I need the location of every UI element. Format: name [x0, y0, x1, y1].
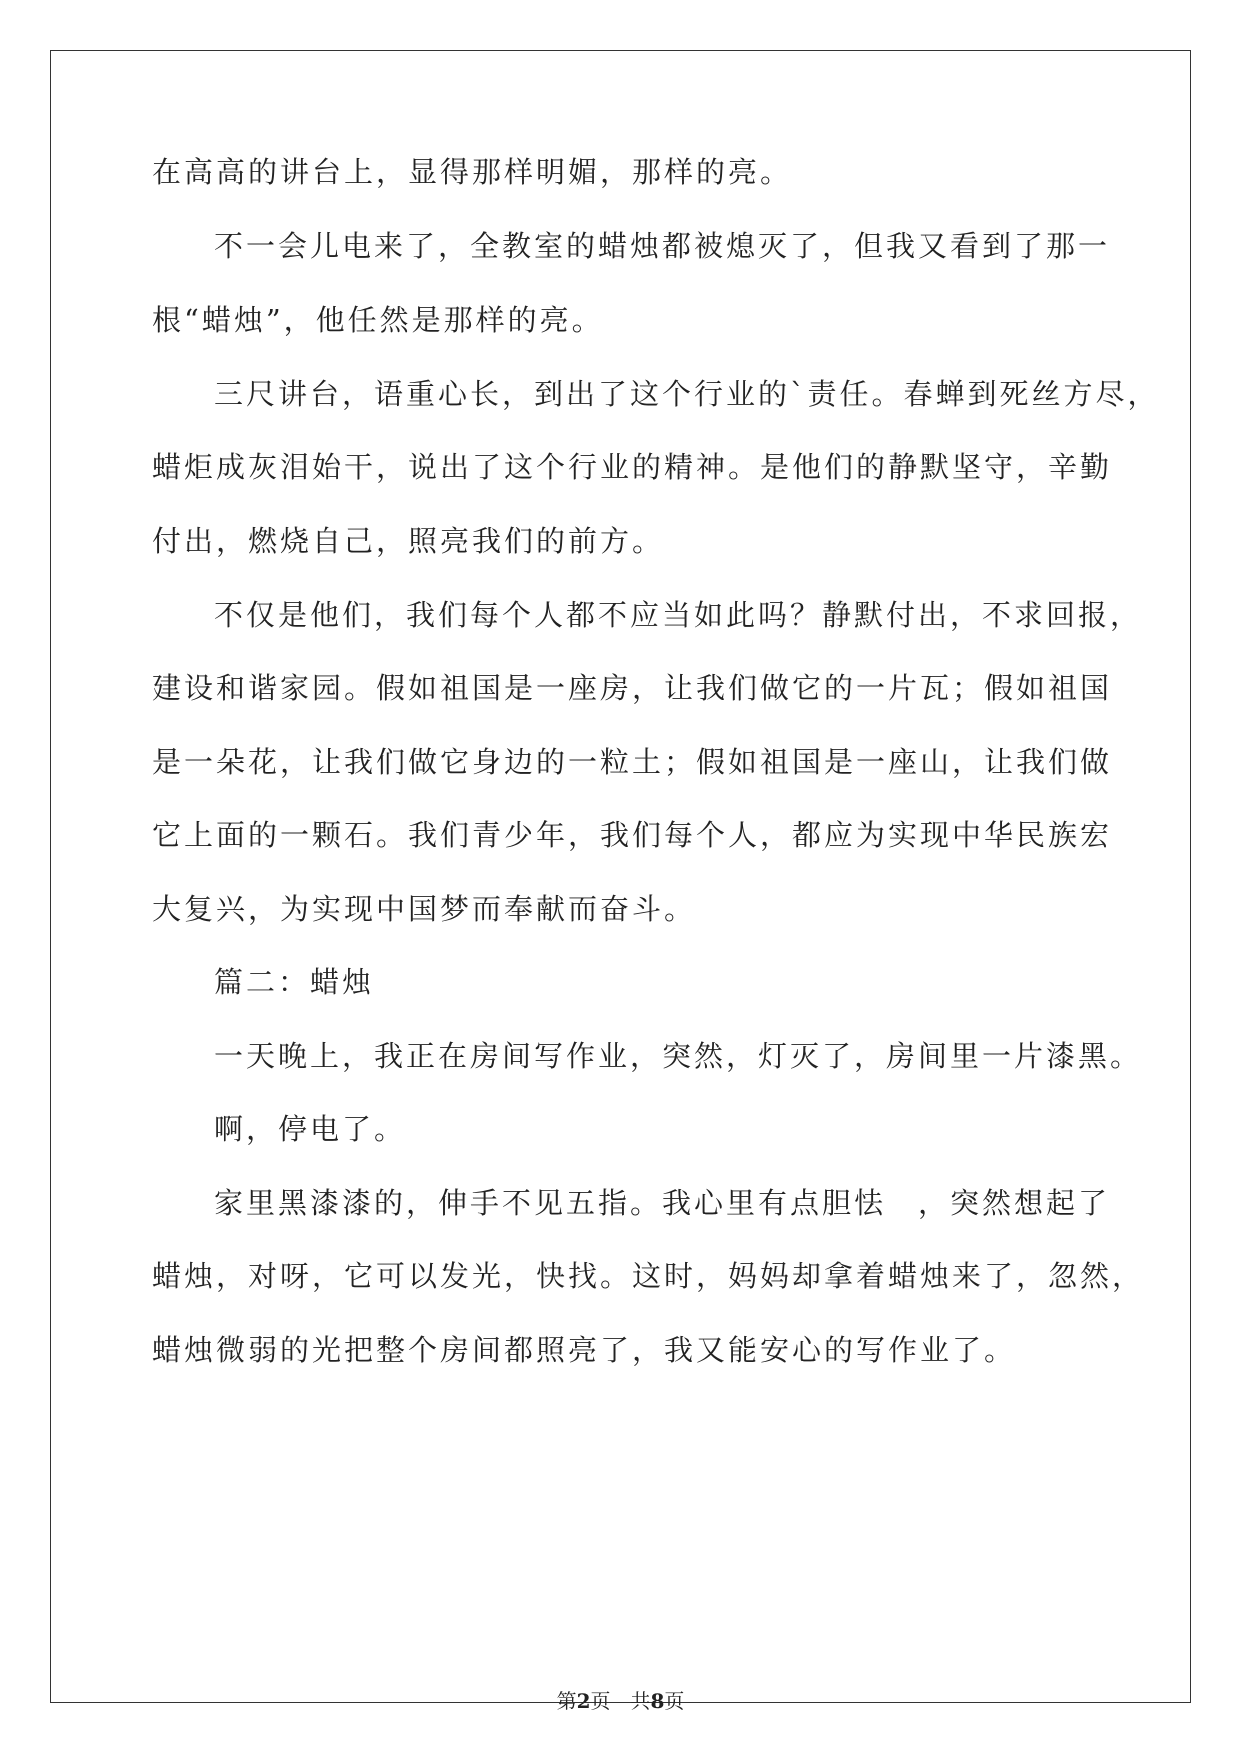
page-border [50, 50, 1191, 1703]
footer-suffix: 页 [664, 1689, 685, 1713]
section-heading: 篇二：蜡烛 [214, 965, 375, 999]
paragraph-start-line: 不仅是他们，我们每个人都不应当如此吗？静默付出，不求回报， [214, 598, 1143, 632]
text-line: 大复兴，为实现中国梦而奉献而奋斗。 [152, 892, 697, 926]
footer-total-pages: 8 [650, 1689, 665, 1713]
text-line: 付出，燃烧自己，照亮我们的前方。 [152, 524, 665, 558]
text-line: 蜡烛微弱的光把整个房间都照亮了，我又能安心的写作业了。 [152, 1333, 1017, 1367]
paragraph-start-line: 不一会儿电来了，全教室的蜡烛都被熄灭了，但我又看到了那一 [214, 229, 1111, 263]
paragraph-start-line: 家里黑漆漆的，伸手不见五指。我心里有点胆怯 ，突然想起了 [214, 1186, 1111, 1220]
text-line: 它上面的一颗石。我们青少年，我们每个人，都应为实现中华民族宏 [152, 818, 1113, 852]
text-line: 蜡炬成灰泪始干，说出了这个行业的精神。是他们的静默坚守，辛勤 [152, 450, 1113, 484]
paragraph-start-line: 啊，停电了。 [214, 1112, 407, 1146]
text-line: 是一朵花，让我们做它身边的一粒土；假如祖国是一座山，让我们做 [152, 745, 1113, 779]
page-footer [0, 1688, 1241, 1714]
paragraph-start-line: 一天晚上，我正在房间写作业，突然，灯灭了，房间里一片漆黑。 [214, 1039, 1143, 1073]
footer-page-number: 2 [576, 1689, 591, 1713]
footer-middle: 页 共 [590, 1689, 651, 1713]
footer-prefix: 第 [556, 1689, 577, 1713]
paragraph-start-line: 三尺讲台，语重心长，到出了这个行业的`责任。春蝉到死丝方尽， [214, 377, 1160, 411]
text-line: 蜡烛，对呀，它可以发光，快找。这时，妈妈却拿着蜡烛来了，忽然， [152, 1259, 1145, 1293]
text-line: 根“蜡烛”，他任然是那样的亮。 [152, 303, 604, 337]
text-line: 在高高的讲台上，显得那样明媚，那样的亮。 [152, 155, 793, 189]
text-line: 建设和谐家园。假如祖国是一座房，让我们做它的一片瓦；假如祖国 [152, 671, 1113, 705]
